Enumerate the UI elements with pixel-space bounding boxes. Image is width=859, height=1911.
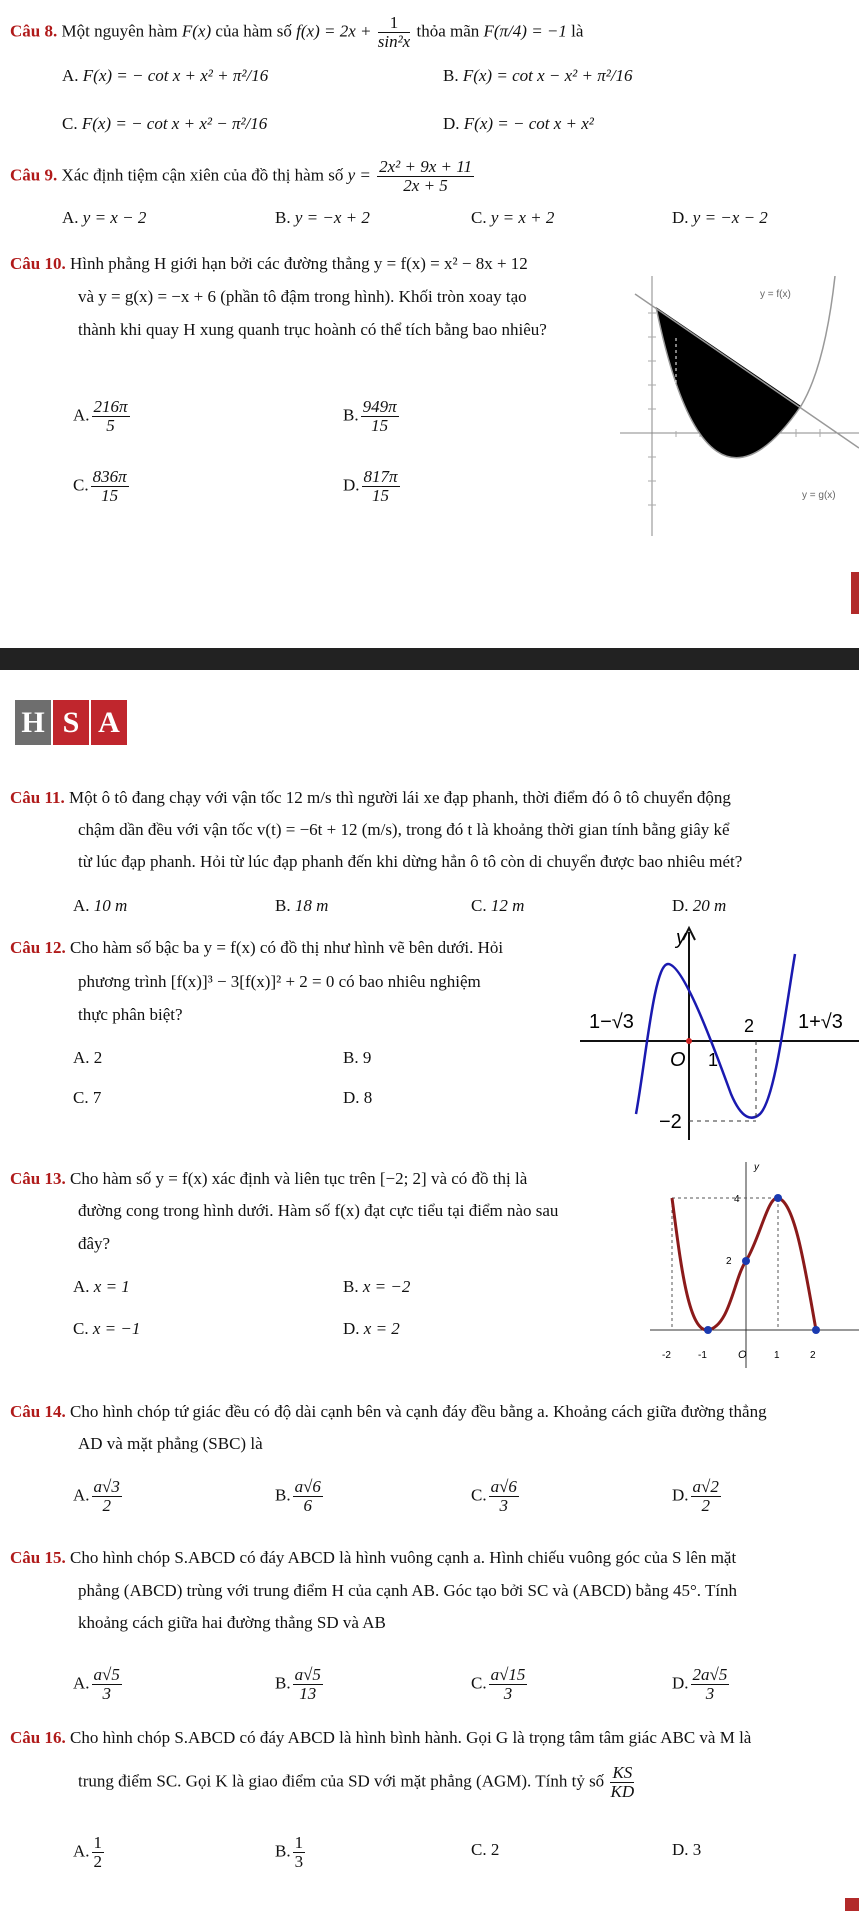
option-expr: y = x + 2 bbox=[490, 208, 555, 227]
q15-option-b[interactable] bbox=[275, 1666, 325, 1703]
q13-line1 bbox=[10, 1167, 527, 1191]
q8-text-d: là bbox=[571, 21, 584, 41]
option-label: D. bbox=[443, 114, 460, 133]
option-label: C. bbox=[471, 1840, 487, 1859]
q8-option-d[interactable] bbox=[443, 112, 594, 136]
q12-option-b[interactable] bbox=[343, 1046, 371, 1070]
hsa-letter-a: A bbox=[91, 700, 127, 745]
q8-Fx: F(x) bbox=[181, 21, 212, 41]
q16-number: Câu 16. bbox=[10, 1728, 66, 1747]
option-expr: 8 bbox=[363, 1088, 373, 1107]
option-label: D. bbox=[672, 1840, 689, 1859]
option-label: A. bbox=[62, 208, 79, 227]
q12-option-a[interactable] bbox=[73, 1046, 102, 1070]
q14-line1 bbox=[10, 1400, 767, 1424]
q16-line1 bbox=[10, 1726, 751, 1750]
q11-number: Câu 11. bbox=[10, 788, 65, 807]
option-label: B. bbox=[275, 896, 291, 915]
option-expr: F(x) = − cot x + x² + π²/16 bbox=[82, 66, 269, 85]
label-f: y = f(x) bbox=[760, 289, 791, 300]
option-num: a√5 bbox=[294, 1665, 321, 1684]
option-num: a√6 bbox=[294, 1477, 321, 1496]
option-label: A. bbox=[62, 66, 79, 85]
option-label: C. bbox=[471, 896, 487, 915]
q10-option-c[interactable] bbox=[73, 468, 131, 505]
label-one: 1 bbox=[708, 1050, 719, 1070]
option-label: D. bbox=[343, 475, 360, 495]
q15-option-a[interactable] bbox=[73, 1666, 124, 1703]
q10-line2: và y = g(x) = −x + 6 (phần tô đậm trong hình). Khối tròn xoay tạo bbox=[78, 287, 527, 306]
option-expr: 12 m bbox=[490, 896, 525, 915]
option-label: C. bbox=[62, 114, 78, 133]
option-den: 3 bbox=[294, 1852, 304, 1871]
point-max bbox=[774, 1194, 782, 1202]
q15-text: Cho hình chóp S.ABCD có đáy ABCD là hình vuông cạnh a. Hình chiếu vuông góc của S lên mặt bbox=[69, 1548, 737, 1567]
option-label: B. bbox=[443, 66, 459, 85]
q14-number: Câu 14. bbox=[10, 1402, 66, 1421]
option-label: B. bbox=[275, 1485, 291, 1505]
q12-line2: phương trình [f(x)]³ − 3[f(x)]² + 2 = 0 có bao nhiêu nghiệm bbox=[78, 972, 481, 991]
q16-line2 bbox=[78, 1764, 636, 1801]
q16-option-a[interactable] bbox=[73, 1834, 106, 1871]
q10-graph bbox=[620, 276, 859, 536]
q8-text-c: thỏa mãn bbox=[416, 21, 480, 41]
q8-condition: F(π/4) = −1 bbox=[483, 21, 567, 41]
option-label: B. bbox=[275, 1673, 291, 1693]
option-num: 949π bbox=[362, 397, 397, 416]
q11-text: Một ô tô đang chạy với vận tốc 12 m/s thì người lái xe đạp phanh, thời điểm đó ô tô chuyển động bbox=[69, 788, 731, 807]
option-den: 2 bbox=[93, 1852, 103, 1871]
q9-y: y = bbox=[347, 165, 371, 185]
q9-option-d[interactable] bbox=[672, 206, 768, 230]
label-four: 4 bbox=[734, 1194, 740, 1205]
option-label: D. bbox=[343, 1088, 360, 1107]
q8-fx: f(x) = 2x + bbox=[296, 21, 372, 41]
q13-option-c[interactable] bbox=[73, 1317, 140, 1341]
q9-option-a[interactable] bbox=[62, 206, 146, 230]
q13-graph bbox=[650, 1158, 859, 1368]
side-marker bbox=[851, 572, 859, 614]
page-divider bbox=[0, 648, 859, 670]
option-den: 15 bbox=[372, 486, 390, 505]
q15-option-d[interactable] bbox=[672, 1666, 731, 1703]
option-expr: 18 m bbox=[294, 896, 329, 915]
option-expr: 3 bbox=[692, 1840, 702, 1859]
option-den: 3 bbox=[499, 1496, 509, 1515]
label-neg2: −2 bbox=[659, 1111, 682, 1133]
origin-dot bbox=[686, 1038, 692, 1044]
option-label: C. bbox=[471, 208, 487, 227]
q10-text: Hình phẳng H giới hạn bởi các đường thẳng y = f(x) = x² − 8x + 12 bbox=[69, 254, 528, 273]
q9-option-b[interactable] bbox=[275, 206, 370, 230]
point-end bbox=[812, 1326, 820, 1334]
label-o: O bbox=[738, 1349, 747, 1361]
q11-line1 bbox=[10, 786, 731, 810]
q14-text: Cho hình chóp tứ giác đều có độ dài cạnh bên và cạnh đáy đều bằng a. Khoảng cách giữa đường thẳng bbox=[69, 1402, 767, 1421]
q13-option-a[interactable] bbox=[73, 1275, 130, 1299]
option-expr: x = 2 bbox=[363, 1319, 400, 1338]
hsa-logo bbox=[15, 700, 127, 745]
q15-line1 bbox=[10, 1546, 736, 1570]
q14-line2: AD và mặt phẳng (SBC) là bbox=[78, 1434, 263, 1453]
option-label: C. bbox=[73, 475, 89, 495]
q10-number: Câu 10. bbox=[10, 254, 66, 273]
option-expr: F(x) = − cot x + x² bbox=[463, 114, 594, 133]
q10-option-d[interactable] bbox=[343, 468, 402, 505]
q10-option-b[interactable] bbox=[343, 398, 401, 435]
option-label: A. bbox=[73, 1673, 90, 1693]
q13-line2: đường cong trong hình dưới. Hàm số f(x) đạt cực tiểu tại điểm nào sau bbox=[78, 1201, 559, 1220]
q14-option-a[interactable] bbox=[73, 1478, 124, 1515]
option-label: C. bbox=[73, 1088, 89, 1107]
option-expr: F(x) = cot x − x² + π²/16 bbox=[462, 66, 633, 85]
q12-line3: thực phân biệt? bbox=[78, 1005, 183, 1024]
option-label: D. bbox=[672, 208, 689, 227]
q14-option-c[interactable] bbox=[471, 1478, 521, 1515]
option-label: A. bbox=[73, 1277, 90, 1296]
option-den: 13 bbox=[299, 1684, 317, 1703]
q11-option-d[interactable] bbox=[672, 894, 726, 918]
option-label: C. bbox=[73, 1319, 89, 1338]
option-num: 2a√5 bbox=[692, 1665, 728, 1684]
option-den: 2 bbox=[102, 1496, 111, 1515]
q9-number: Câu 9. bbox=[10, 165, 58, 185]
q13-number: Câu 13. bbox=[10, 1169, 66, 1188]
hsa-letter-h: H bbox=[15, 700, 51, 745]
q9-fraction bbox=[377, 158, 474, 195]
q8-stem bbox=[10, 14, 583, 51]
q13-option-d[interactable] bbox=[343, 1317, 400, 1341]
option-expr: 9 bbox=[362, 1048, 372, 1067]
option-label: A. bbox=[73, 896, 90, 915]
label-two: 2 bbox=[726, 1256, 732, 1267]
q12-text: Cho hàm số bậc ba y = f(x) có đồ thị như hình vẽ bên dưới. Hỏi bbox=[69, 938, 504, 957]
q15-line2: phẳng (ABCD) trùng với trung điểm H của cạnh AB. Góc tạo bởi SC và (ABCD) bằng 45°. Tính bbox=[78, 1581, 738, 1600]
option-label: A. bbox=[73, 1048, 90, 1067]
label-x1: 1 bbox=[774, 1350, 780, 1361]
option-den: 6 bbox=[303, 1496, 313, 1515]
label-left-root: 1−√3 bbox=[589, 1011, 634, 1033]
hsa-letter-s: S bbox=[53, 700, 89, 745]
q12-line1 bbox=[10, 936, 503, 960]
q9-frac-den: 2x + 5 bbox=[403, 176, 448, 195]
q14-option-d[interactable] bbox=[672, 1478, 723, 1515]
q8-text: Một nguyên hàm bbox=[61, 21, 178, 41]
q9-text: Xác định tiệm cận xiên của đồ thị hàm số bbox=[61, 165, 344, 185]
q8-fraction bbox=[378, 14, 410, 51]
option-expr: F(x) = − cot x + x² − π²/16 bbox=[81, 114, 268, 133]
option-num: 817π bbox=[363, 467, 398, 486]
option-label: B. bbox=[343, 1277, 359, 1296]
q8-option-a[interactable] bbox=[62, 64, 268, 88]
cubic-curve bbox=[636, 954, 795, 1118]
y-label: y bbox=[676, 927, 686, 949]
q13-text: Cho hàm số y = f(x) xác định và liên tục trên [−2; 2] và có đồ thị là bbox=[69, 1169, 528, 1188]
q9-option-c[interactable] bbox=[471, 206, 554, 230]
q8-frac-num: 1 bbox=[378, 14, 410, 33]
q11-line3: từ lúc đạp phanh. Hỏi từ lúc đạp phanh đến khi dừng hẳn ô tô còn di chuyển được bao nhiêu mét? bbox=[78, 852, 743, 871]
option-num: a√2 bbox=[692, 1477, 719, 1496]
q10-option-a[interactable] bbox=[73, 398, 132, 435]
option-label: D. bbox=[343, 1319, 360, 1338]
option-expr: x = −2 bbox=[362, 1277, 411, 1296]
q11-line2: chậm dần đều với vận tốc v(t) = −6t + 12 (m/s), trong đó t là khoảng thời gian tính bằng giây kể bbox=[78, 820, 730, 839]
option-expr: x = −1 bbox=[92, 1319, 141, 1338]
option-label: A. bbox=[73, 1841, 90, 1861]
label-xm2: -2 bbox=[662, 1350, 671, 1361]
ratio-den: KD bbox=[610, 1782, 635, 1801]
q12-number: Câu 12. bbox=[10, 938, 66, 957]
shaded-region bbox=[656, 307, 801, 458]
option-den: 3 bbox=[102, 1684, 111, 1703]
label-x2: 2 bbox=[810, 1350, 816, 1361]
q13-option-b[interactable] bbox=[343, 1275, 410, 1299]
q12-option-d[interactable] bbox=[343, 1086, 372, 1110]
q8-frac-den: sin²x bbox=[377, 32, 411, 51]
option-label: C. bbox=[471, 1485, 487, 1505]
option-den: 15 bbox=[101, 486, 119, 505]
option-den: 2 bbox=[701, 1496, 710, 1515]
q11-option-a[interactable] bbox=[73, 894, 127, 918]
q12-graph bbox=[580, 924, 859, 1140]
option-label: A. bbox=[73, 405, 90, 425]
option-label: D. bbox=[672, 896, 689, 915]
label-xm1: -1 bbox=[698, 1350, 707, 1361]
q16-option-d[interactable] bbox=[672, 1838, 701, 1862]
label-g: y = g(x) bbox=[802, 490, 836, 501]
label-o: O bbox=[670, 1049, 686, 1071]
q9-frac-num: 2x² + 9x + 11 bbox=[379, 157, 472, 176]
q11-option-c[interactable] bbox=[471, 894, 524, 918]
option-num: 1 bbox=[93, 1833, 103, 1852]
option-num: a√6 bbox=[490, 1477, 517, 1496]
q15-option-c[interactable] bbox=[471, 1666, 529, 1703]
q14-option-b[interactable] bbox=[275, 1478, 325, 1515]
point-mid bbox=[742, 1257, 750, 1265]
q10-line3: thành khi quay H xung quanh trục hoành có thể tích bằng bao nhiêu? bbox=[78, 320, 547, 339]
option-label: B. bbox=[275, 208, 291, 227]
option-expr: y = x − 2 bbox=[82, 208, 147, 227]
q15-line3: khoảng cách giữa hai đường thẳng SD và AB bbox=[78, 1613, 386, 1632]
option-den: 5 bbox=[106, 416, 115, 435]
option-expr: 20 m bbox=[692, 896, 727, 915]
option-label: B. bbox=[275, 1841, 291, 1861]
option-expr: 2 bbox=[93, 1048, 103, 1067]
option-expr: y = −x + 2 bbox=[294, 208, 370, 227]
q11-option-b[interactable] bbox=[275, 894, 328, 918]
option-den: 3 bbox=[705, 1684, 715, 1703]
q16-option-b[interactable] bbox=[275, 1834, 307, 1871]
option-num: a√3 bbox=[93, 1477, 120, 1496]
option-expr: x = 1 bbox=[93, 1277, 130, 1296]
q8-option-b[interactable] bbox=[443, 64, 633, 88]
option-expr: 7 bbox=[92, 1088, 102, 1107]
option-num: 1 bbox=[294, 1833, 304, 1852]
option-label: B. bbox=[343, 405, 359, 425]
q10-line1 bbox=[10, 252, 528, 276]
option-num: 216π bbox=[93, 397, 128, 416]
option-den: 3 bbox=[503, 1684, 513, 1703]
option-expr: y = −x − 2 bbox=[692, 208, 768, 227]
q16-option-c[interactable] bbox=[471, 1838, 499, 1862]
option-num: a√5 bbox=[93, 1665, 120, 1684]
y-label: y bbox=[754, 1162, 759, 1173]
q12-option-c[interactable] bbox=[73, 1086, 101, 1110]
q8-number: Câu 8. bbox=[10, 21, 58, 41]
q8-option-c[interactable] bbox=[62, 112, 267, 136]
label-right-root: 1+√3 bbox=[798, 1011, 843, 1033]
option-num: a√15 bbox=[490, 1665, 526, 1684]
option-den: 15 bbox=[371, 416, 389, 435]
q13-line3: đây? bbox=[78, 1234, 111, 1253]
option-expr: 10 m bbox=[93, 896, 128, 915]
option-expr: 2 bbox=[490, 1840, 500, 1859]
option-label: A. bbox=[73, 1485, 90, 1505]
q16-text-2: trung điểm SC. Gọi K là giao điểm của SD với mặt phẳng (AGM). Tính tỷ số bbox=[78, 1771, 605, 1791]
option-label: D. bbox=[672, 1485, 689, 1505]
ratio-num: KS bbox=[612, 1763, 633, 1782]
option-label: C. bbox=[471, 1673, 487, 1693]
corner-marker bbox=[845, 1898, 859, 1911]
point-min bbox=[704, 1326, 712, 1334]
q15-number: Câu 15. bbox=[10, 1548, 66, 1567]
option-label: B. bbox=[343, 1048, 359, 1067]
q16-ratio bbox=[610, 1764, 634, 1801]
q9-stem bbox=[10, 158, 476, 195]
q8-text-b: của hàm số bbox=[215, 21, 292, 41]
q16-text: Cho hình chóp S.ABCD có đáy ABCD là hình bình hành. Gọi G là trọng tâm tâm giác ABC và M là bbox=[69, 1728, 752, 1747]
label-two: 2 bbox=[744, 1016, 755, 1036]
option-num: 836π bbox=[92, 467, 127, 486]
option-label: D. bbox=[672, 1673, 689, 1693]
